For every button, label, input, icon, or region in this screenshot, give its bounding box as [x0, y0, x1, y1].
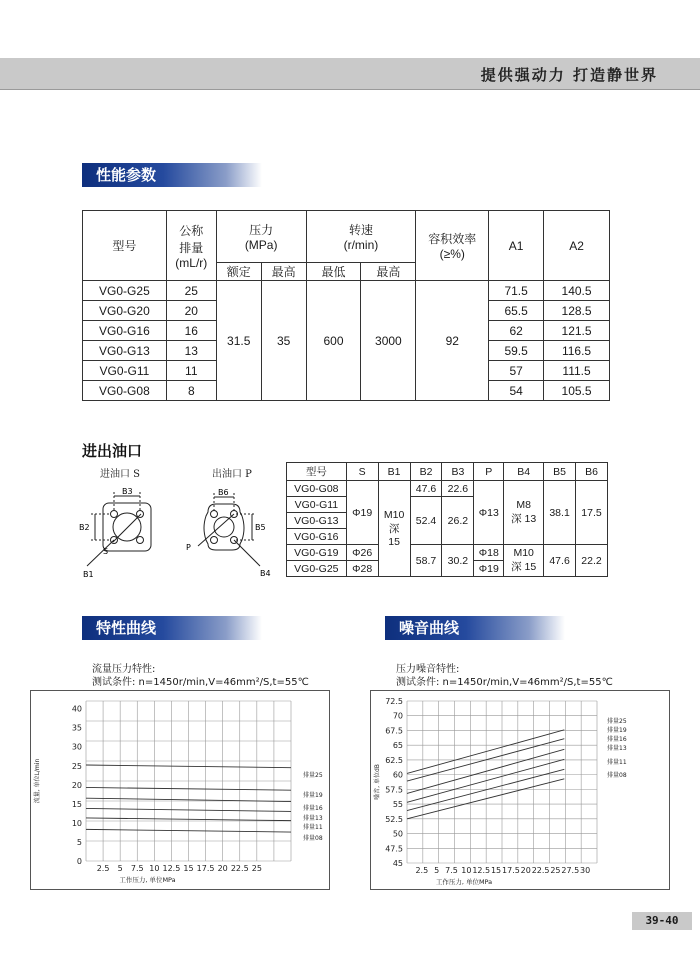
y-tick-label: 60	[392, 770, 403, 780]
perf-max-pressure-value: 35	[261, 281, 306, 401]
y-tick-label: 30	[71, 742, 82, 752]
section-noise	[385, 616, 565, 640]
y-tick-label: 72.5	[385, 697, 403, 706]
ports-header-b5: B5	[544, 463, 576, 481]
ports-b2-mid: 52.4	[410, 497, 442, 545]
x-tick-label: 10	[461, 866, 472, 875]
perf-header-speed-unit: (r/min)	[343, 238, 379, 252]
perf-header-speed	[306, 211, 416, 263]
perf-header-eff-unit: (≥%)	[439, 247, 465, 261]
perf-header-a1: A1	[489, 211, 544, 281]
ports-b1-line2: 深	[388, 523, 400, 535]
perf-header-pressure-label: 压力	[249, 223, 274, 237]
x-tick-label: 22.5	[531, 866, 550, 875]
table-row-a1: 62	[489, 321, 544, 341]
ports-s-g25: Φ28	[346, 561, 378, 577]
perf-header-disp-line2: 排量	[179, 240, 204, 255]
ports-row-model: VG0-G25	[287, 561, 347, 577]
perf-header-displacement	[166, 211, 216, 281]
perf-header-max-pressure: 最高	[261, 263, 306, 281]
perf-header-pressure	[216, 211, 306, 263]
perf-header-pressure-unit: (MPa)	[244, 238, 278, 252]
section-characteristic-title: 特性曲线	[82, 616, 262, 640]
dim-s: S	[103, 547, 109, 556]
outlet-label: 出油口 P	[212, 469, 252, 480]
ports-b1-line3: 15	[388, 536, 400, 548]
ports-b5-big: 47.6	[544, 545, 576, 577]
y-tick-label: 0	[76, 857, 82, 866]
table-row-disp: 8	[166, 381, 216, 401]
x-tick-label: 17.5	[196, 864, 215, 873]
perf-header-eff-label: 容积效率	[428, 232, 477, 246]
inlet-port-circle	[113, 513, 141, 541]
table-row-a2: 116.5	[544, 341, 610, 361]
noise-pressure-chart	[371, 691, 669, 889]
table-row-model: VG0-G16	[83, 321, 167, 341]
ports-b4-small-line1: M8	[516, 499, 531, 511]
ports-b6-small: 17.5	[576, 481, 608, 545]
chart1-frame	[30, 690, 330, 890]
x-tick-label: 5	[117, 864, 123, 873]
perf-header-disp-line1: 公称	[179, 223, 204, 238]
chart2-subtitle: 测试条件: n=1450r/min,V=46mm²/S,t=55℃	[396, 677, 613, 688]
ports-b2-big: 58.7	[410, 545, 442, 577]
x-tick-label: 30	[580, 866, 591, 875]
chart2-title: 压力噪音特性:	[396, 664, 460, 675]
section-performance	[82, 163, 262, 187]
ports-table	[286, 462, 608, 577]
ports-row-model: VG0-G08	[287, 481, 347, 497]
outlet-port-circle	[214, 517, 234, 537]
series-label: 排量16	[607, 736, 627, 743]
x-tick-label: 5	[434, 866, 440, 875]
ports-s-small: Φ19	[346, 481, 378, 545]
perf-rated-value: 31.5	[216, 281, 261, 401]
series-line	[407, 749, 564, 793]
perf-header-rated: 额定	[216, 263, 261, 281]
x-tick-label: 25	[550, 866, 561, 875]
ports-header-p: P	[474, 463, 504, 481]
y-tick-label: 10	[71, 818, 82, 828]
table-row-a2: 105.5	[544, 381, 610, 401]
y-tick-label: 20	[71, 780, 82, 790]
dim-b3: B3	[122, 487, 133, 496]
ports-p-small: Φ13	[474, 481, 504, 545]
y-axis-label: 流量, 单位L/min	[34, 758, 41, 804]
ports-b4-big-line2: 深 15	[511, 561, 537, 573]
ports-b1	[378, 481, 410, 577]
series-label: 排量25	[607, 718, 627, 725]
y-tick-label: 25	[71, 761, 82, 771]
x-tick-label: 27.5	[561, 866, 580, 875]
ports-b3-g08: 22.6	[442, 481, 474, 497]
perf-header-speed-label: 转速	[348, 223, 373, 237]
y-tick-label: 52.5	[385, 814, 403, 824]
table-row-disp: 25	[166, 281, 216, 301]
ports-row-model: VG0-G11	[287, 497, 347, 513]
ports-s-g19: Φ26	[346, 545, 378, 561]
bolt-hole	[137, 511, 144, 518]
ports-row-model: VG0-G19	[287, 545, 347, 561]
series-label: 排量08	[303, 835, 323, 842]
x-tick-label: 7.5	[445, 866, 458, 875]
x-axis-label: 工作压力, 单位MPa	[119, 876, 176, 884]
perf-header-disp-line3: (mL/r)	[175, 255, 208, 270]
y-tick-label: 5	[76, 837, 82, 847]
series-line	[407, 730, 564, 774]
ports-header-b3: B3	[442, 463, 474, 481]
y-tick-label: 67.5	[385, 726, 403, 736]
x-axis-label: 工作压力, 单位MPa	[435, 878, 493, 886]
table-row-disp: 11	[166, 361, 216, 381]
section-characteristic	[82, 616, 262, 640]
ports-p-g19: Φ18	[474, 545, 504, 561]
ports-b4-big	[504, 545, 544, 577]
bolt-hole	[137, 537, 144, 544]
dim-b4: B4	[260, 569, 271, 578]
dim-line-p	[198, 514, 234, 546]
x-tick-label: 25	[251, 864, 262, 873]
performance-table	[82, 210, 610, 401]
x-tick-label: 10	[149, 864, 160, 873]
ports-header-b1: B1	[378, 463, 410, 481]
inlet-label: 进油口 S	[100, 469, 141, 480]
x-tick-label: 20	[217, 864, 228, 873]
ports-row-model: VG0-G16	[287, 529, 347, 545]
flow-pressure-chart	[31, 691, 329, 889]
table-row-a1: 57	[489, 361, 544, 381]
table-row-a1: 54	[489, 381, 544, 401]
y-tick-label: 50	[392, 829, 403, 839]
table-row-model: VG0-G11	[83, 361, 167, 381]
header-slogan: 提供强动力 打造静世界	[480, 66, 658, 84]
section-noise-title: 噪音曲线	[385, 616, 565, 640]
x-tick-label: 12.5	[472, 866, 491, 875]
series-label: 排量13	[303, 815, 323, 822]
table-row-a2: 111.5	[544, 361, 610, 381]
ports-header-s: S	[346, 463, 378, 481]
ports-b4-small	[504, 481, 544, 545]
table-row-model: VG0-G13	[83, 341, 167, 361]
x-tick-label: 2.5	[415, 866, 429, 875]
series-label: 排量19	[303, 792, 323, 799]
perf-header-efficiency	[416, 211, 489, 281]
section-performance-title: 性能参数	[82, 163, 262, 187]
chart1-title: 流量压力特性:	[92, 664, 156, 675]
table-row-model: VG0-G20	[83, 301, 167, 321]
table-row-a2: 140.5	[544, 281, 610, 301]
bolt-hole	[211, 511, 218, 518]
chart2-frame	[370, 690, 670, 890]
section-ports-title: 进出油口	[82, 441, 143, 460]
dim-b1: B1	[83, 570, 94, 578]
perf-max-speed-value: 3000	[361, 281, 416, 401]
ports-b6-big: 22.2	[576, 545, 608, 577]
ports-b3-big: 30.2	[442, 545, 474, 577]
series-line	[407, 779, 564, 819]
series-label: 排量25	[303, 772, 323, 779]
y-tick-label: 55	[392, 800, 403, 810]
perf-efficiency-value: 92	[416, 281, 489, 401]
ports-header-b4: B4	[504, 463, 544, 481]
ports-header-b2: B2	[410, 463, 442, 481]
series-label: 排量13	[607, 745, 627, 752]
series-label: 排量11	[303, 824, 323, 831]
y-tick-label: 40	[71, 704, 82, 714]
y-tick-label: 35	[71, 723, 82, 733]
dim-p: P	[186, 543, 191, 552]
y-tick-label: 62.5	[385, 755, 403, 765]
table-row-model: VG0-G25	[83, 281, 167, 301]
y-tick-label: 47.5	[385, 844, 403, 854]
x-tick-label: 15	[183, 864, 194, 873]
x-tick-label: 20	[520, 866, 531, 875]
table-row-disp: 20	[166, 301, 216, 321]
series-label: 排量11	[607, 759, 627, 766]
x-tick-label: 2.5	[96, 864, 110, 873]
table-row-a2: 128.5	[544, 301, 610, 321]
y-tick-label: 15	[71, 799, 82, 809]
table-row-disp: 13	[166, 341, 216, 361]
series-line	[407, 759, 564, 802]
chart1-subtitle: 测试条件: n=1450r/min,V=46mm²/S,t=55℃	[92, 677, 309, 688]
x-tick-label: 7.5	[130, 864, 144, 873]
y-axis-label: 噪音, 单位dB	[374, 764, 381, 800]
perf-header-max-speed: 最高	[361, 263, 416, 281]
table-row-a1: 59.5	[489, 341, 544, 361]
dim-line-b4	[234, 540, 260, 566]
table-row-model: VG0-G08	[83, 381, 167, 401]
series-label: 排量08	[607, 772, 627, 779]
y-tick-label: 65	[392, 741, 403, 751]
ports-header-model: 型号	[287, 463, 347, 481]
ports-b4-big-line1: M10	[513, 547, 534, 559]
x-tick-label: 22.5	[230, 864, 249, 873]
y-tick-label: 45	[392, 859, 403, 868]
table-row-disp: 16	[166, 321, 216, 341]
table-row-a1: 71.5	[489, 281, 544, 301]
dim-line-b1	[87, 540, 114, 566]
table-row-a1: 65.5	[489, 301, 544, 321]
outlet-flange-drawing	[180, 478, 275, 578]
dim-b6: B6	[218, 488, 229, 497]
x-tick-label: 15	[490, 866, 502, 875]
ports-b1-line1: M10	[383, 509, 405, 521]
dim-b2: B2	[79, 523, 90, 532]
outlet-flange-body	[204, 504, 244, 550]
ports-header-b6: B6	[576, 463, 608, 481]
ports-b4-small-line2: 深 13	[511, 513, 537, 525]
page-number: 39-40	[632, 912, 692, 930]
ports-b5-small: 38.1	[544, 481, 576, 545]
ports-row-model: VG0-G13	[287, 513, 347, 529]
series-label: 排量16	[303, 805, 323, 812]
perf-min-speed-value: 600	[306, 281, 361, 401]
dim-b5: B5	[255, 523, 266, 532]
perf-header-a2: A2	[544, 211, 610, 281]
x-tick-label: 17.5	[502, 866, 520, 875]
x-tick-label: 12.5	[162, 864, 181, 873]
table-row-a2: 121.5	[544, 321, 610, 341]
perf-header-model: 型号	[83, 211, 167, 281]
ports-b2-g08: 47.6	[410, 481, 442, 497]
y-tick-label: 70	[392, 711, 403, 721]
ports-p-g25: Φ19	[474, 561, 504, 577]
ports-b3-mid: 26.2	[442, 497, 474, 545]
bolt-hole	[211, 537, 218, 544]
series-label: 排量19	[607, 727, 627, 734]
inlet-flange-drawing	[75, 478, 175, 578]
perf-header-min-speed: 最低	[306, 263, 361, 281]
bolt-hole	[111, 511, 118, 518]
y-tick-label: 57.5	[385, 785, 403, 795]
